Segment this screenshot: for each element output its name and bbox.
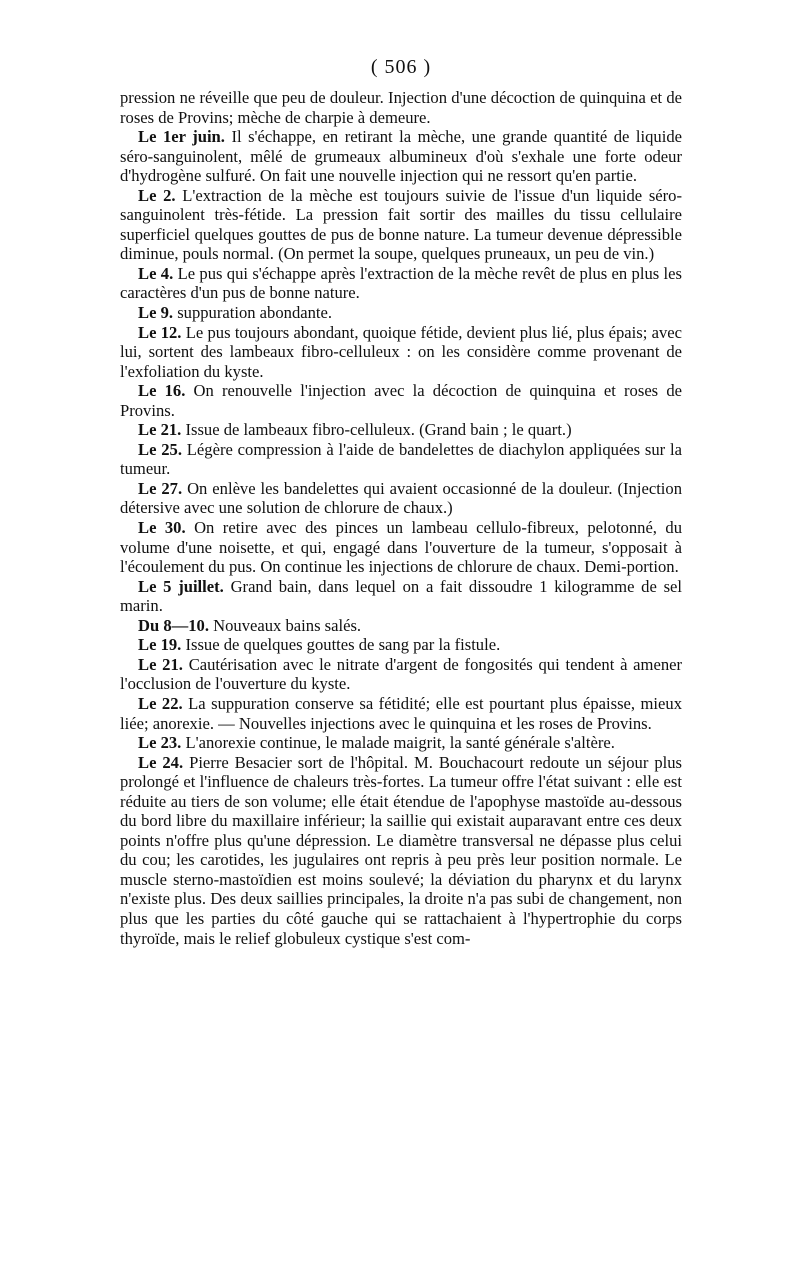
day-label: Le 21. — [138, 654, 183, 674]
day-label: Le 9. — [138, 303, 174, 323]
paragraph-text: On enlève les bandelettes qui avaient occasionné de la douleur. (Injection détersive avec une solution de chlorure de chaux.) — [120, 478, 683, 518]
day-label: Le 27. — [138, 478, 183, 498]
paragraph-text: L'extraction de la mèche est toujours suivie de l'issue d'un liquide séro-sanguinolent très-fétide. La pression fait sortir des mailles du tissu cellulaire superficiel quelques gouttes de pus de bonne nature. La tumeur devenue dépressible diminue, pouls normal. (On permet la soupe, quelques pruneaux, un peu de vin.) — [120, 185, 682, 264]
day-label: Le 24. — [138, 752, 184, 772]
paragraph — [120, 303, 682, 323]
paragraph — [120, 186, 682, 264]
paragraph — [120, 518, 682, 577]
paragraph-text: Légère compression à l'aide de bandelettes de diachylon appliquées sur la tumeur. — [120, 439, 682, 479]
paragraph-text: suppuration abondante. — [177, 303, 333, 323]
paragraph — [120, 323, 682, 382]
paragraph — [120, 264, 682, 303]
paragraph-text: L'anorexie continue, le malade maigrit, la santé générale s'altère. — [185, 733, 615, 753]
paragraph-text: Grand bain, dans lequel on a fait dissoudre 1 kilogramme de sel marin. — [120, 576, 682, 616]
day-label: Le 5 juillet. — [138, 576, 224, 596]
page-number: ( 506 ) — [370, 56, 432, 78]
paragraph — [120, 479, 682, 518]
paragraph-text: Le pus qui s'échappe après l'extraction de la mèche revêt de plus en plus les caractères d'un pus de bonne nature. — [120, 263, 682, 303]
document-page — [120, 54, 682, 1244]
day-label: Le 1er juin. — [138, 127, 225, 147]
paragraph-text: Issue de quelques gouttes de sang par la fistule. — [185, 635, 501, 655]
paragraph-text: Il s'échappe, en retirant la mèche, une grande quantité de liquide séro-sanguinolent, mêlé de grumeaux albumineux d'où s'exhale une forte odeur d'hydrogène sulfuré. On fait une nouvelle injection qui ne ressort qu'en partie. — [120, 127, 682, 186]
paragraph-text: Cautérisation avec le nitrate d'argent de fongosités qui tendent à amener l'occlusion de l'ouverture du kyste. — [120, 654, 683, 694]
day-label: Le 4. — [138, 263, 174, 283]
paragraph-text: Issue de lambeaux fibro-celluleux. (Grand bain ; le quart.) — [185, 420, 572, 440]
paragraph-text: La suppuration conserve sa fétidité; elle est pourtant plus épaisse, mieux liée; anorexie. — Nouvelles injections avec le quinquina et les roses de Provins. — [120, 693, 683, 733]
paragraph — [120, 733, 682, 753]
paragraph — [120, 381, 682, 420]
body-text — [120, 88, 682, 948]
paragraph — [120, 88, 682, 127]
day-label: Le 12. — [138, 322, 182, 342]
paragraph — [120, 655, 682, 694]
day-label: Le 21. — [138, 420, 182, 440]
paragraph-text: Le pus toujours abondant, quoique fétide, devient plus lié, plus épais; avec lui, sortent des lambeaux fibro-celluleux : on les considère comme provenant de l'exfoliation du kyste. — [120, 322, 682, 381]
paragraph — [120, 577, 682, 616]
paragraph-text: On renouvelle l'injection avec la décoction de quinquina et roses de Provins. — [120, 381, 682, 420]
day-label: Le 16. — [138, 381, 186, 401]
paragraph-text: On retire avec des pinces un lambeau cellulo-fibreux, pelotonné, du volume d'une noisette, et qui, engagé dans l'ouverture de la tumeur, s'opposait à l'écoulement du pus. On continue les injections de chlorure de chaux. Demi-portion. — [120, 518, 682, 577]
day-label: Du 8—10. — [138, 615, 209, 635]
paragraph — [120, 616, 682, 636]
paragraph — [120, 694, 682, 733]
day-label: Le 2. — [138, 185, 176, 205]
day-label: Le 23. — [138, 733, 182, 753]
paragraph — [120, 127, 682, 186]
paragraph — [120, 635, 682, 655]
paragraph — [120, 420, 682, 440]
paragraph — [120, 440, 682, 479]
paragraph-text: Pierre Besacier sort de l'hôpital. M. Bouchacourt redoute un séjour plus prolongé et l'influence de chaleurs très-fortes. La tumeur offre l'état suivant : elle est réduite au tiers de son volume; elle était étendue de l'apophyse mastoïde au-dessous du bord libre du maxillaire inférieur; la saillie qui existait auparavant entre ces deux points n'offre plus qu'une dépression. Le diamètre transversal ne dépasse plus celui du cou; les carotides, les jugulaires ont repris à peu près leur position normale. Le muscle sterno-mastoïdien est moins soulevé; la déviation du pharynx et du larynx n'existe plus. Des deux saillies principales, la droite n'a pas subi de changement, non plus que les parties du côté gauche qui se rattachaient à l'hypertrophie du corps thyroïde, mais le relief globuleux cystique s'est com- — [120, 752, 682, 948]
paragraph-text: Nouveaux bains salés. — [213, 615, 362, 635]
paragraph-text: pression ne réveille que peu de douleur. Injection d'une décoction de quinquina et de roses de Provins; mèche de charpie à demeure. — [120, 88, 682, 127]
paragraph — [120, 753, 682, 948]
day-label: Le 22. — [138, 693, 183, 713]
day-label: Le 25. — [138, 439, 182, 459]
day-label: Le 19. — [138, 635, 182, 655]
day-label: Le 30. — [138, 518, 186, 538]
